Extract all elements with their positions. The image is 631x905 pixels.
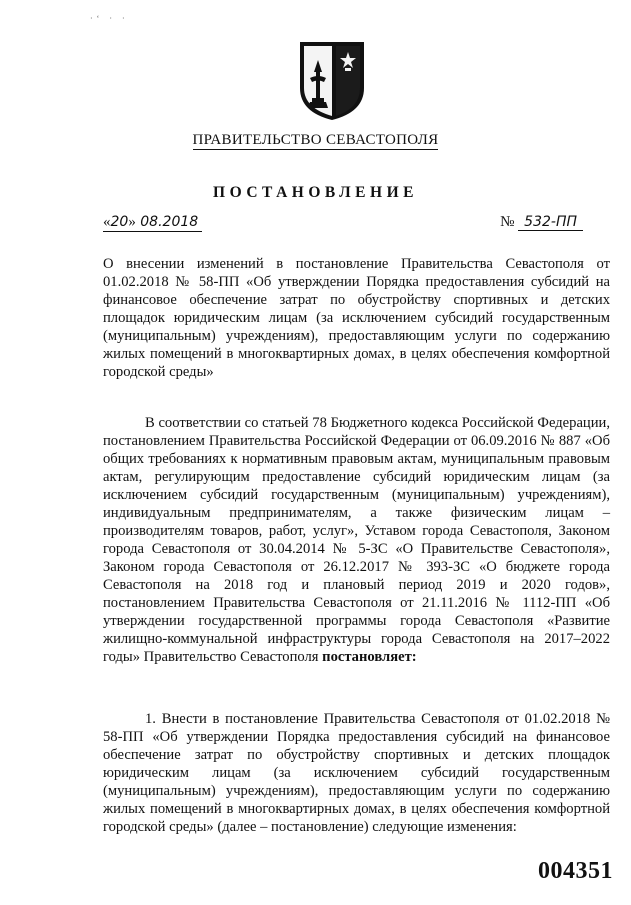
number-prefix: № xyxy=(500,214,519,230)
serial-number: 004351 xyxy=(538,858,613,884)
legal-basis-paragraph xyxy=(103,414,610,666)
date-month-year: 08.2018 xyxy=(135,214,199,230)
sevastopol-coat-of-arms-icon xyxy=(296,38,368,122)
document-date xyxy=(103,214,202,232)
organization-name: ПРАВИТЕЛЬСТВО СЕВАСТОПОЛЯ xyxy=(192,132,439,148)
document-type-heading: ПОСТАНОВЛЕНИЕ xyxy=(213,184,418,201)
legal-basis-text: В соответствии со статьей 78 Бюджетного кодекса Российской Федерации, постановлением Правительства Российской Федерации от 06.09.2016 № 887 «Об общих требованиях к нормативным правовым актам, муниципальным правовым актам, регулирующим предоставление субсидий юридическим лицам (за исключением субсидий государственным (муниципальным) учреждениям), индивидуальным предпринимателям, а также физическим лицам – производителям товаров, работ, услуг», Уставом города Севастополя, Законом города Севастополя от 30.04.2014 № 5-ЗС «О Правительстве Севастополя», Законом города Севастополя от 26.12.2017 № 393-ЗС «О бюджете города Севастополя на 2018 год и плановый период 2019 и 2020 годов», постановлением Правительства Севастополя от 21.11.2016 № 1112-ПП «Об утверждении государственной программы города Севастополя «Развитие жилищно-коммунальной инфраструктуры города Севастополя на 2017–2022 годы» Правительство Севастополя xyxy=(103,415,610,665)
decree-word: постановляет: xyxy=(322,649,417,665)
date-day: 20 xyxy=(110,214,129,230)
scan-artifact: ·‘ · · xyxy=(90,14,129,23)
document-number xyxy=(500,214,583,231)
number-value: 532-ПП xyxy=(518,214,583,231)
clause-1: 1. Внести в постановление Правительства Севастополя от 01.02.2018 № 58-ПП «Об утверждении Порядка предоставления субсидий на финансовое обеспечение затрат по обустройству спортивных и детских площадок юридическим лицам (за исключением субсидий государственным (муниципальным) учреждениям), предоставляющим услуги по содержанию жилых помещений в многоквартирных домах, в целях обеспечения комфортной городской среды» (далее – постановление) следующие изменения: xyxy=(103,711,610,835)
date-suffix: » xyxy=(128,214,136,230)
document-title: О внесении изменений в постановление Правительства Севастополя от 01.02.2018 № 58-ПП «Об утверждении Порядка предоставления субсидий на финансовое обеспечение затрат по обустройству спортивных и детских площадок юридическим лицам (за исключением субсидий государственным (муниципальным) учреждениям), предоставляющим услуги по содержанию жилых помещений в многоквартирных домах, в целях обеспечения комфортной городской среды» xyxy=(103,256,610,380)
date-prefix: « xyxy=(103,214,111,230)
